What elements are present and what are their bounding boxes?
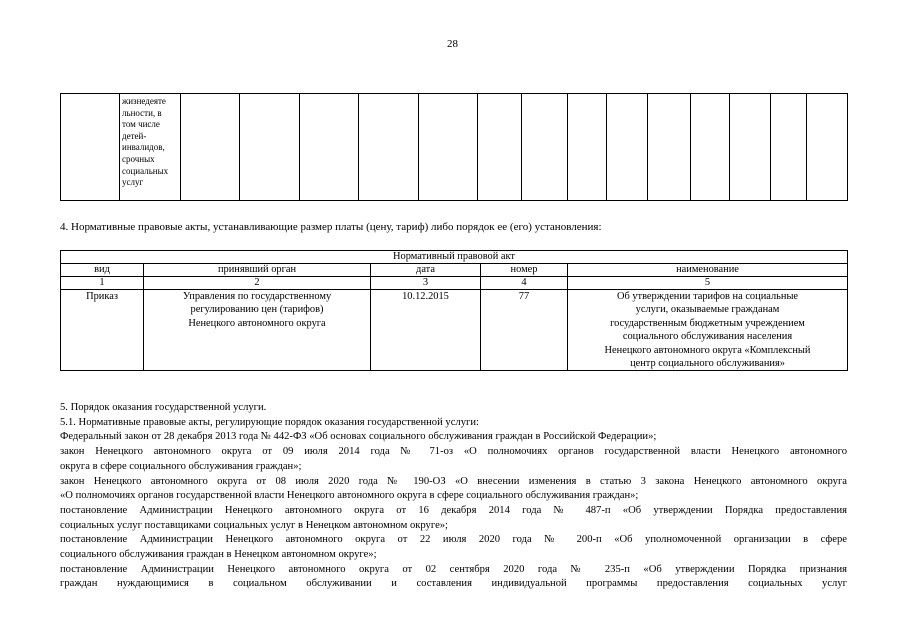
section-5-1-heading: 5.1. Нормативные правовые акты, регулирующие порядок оказания государственной услуги: — [60, 416, 479, 428]
grid-cell — [568, 94, 607, 201]
paragraph-line: «О полномочиях органов государственной власти Ненецкого автономного округа в сфере социального обслуживания граждан»; — [60, 490, 639, 502]
act-title-line: Ненецкого автономного округа «Комплексный — [604, 344, 811, 356]
grid-cell — [181, 94, 240, 201]
column-header-authority: принявший орган — [144, 264, 371, 277]
act-title-line: социального обслуживания населения — [622, 331, 793, 343]
grid-cell — [607, 94, 648, 201]
paragraph-line: граждан нуждающимися в социальном обслуживании и составления индивидуальной программы предоставления социальных услуг — [60, 578, 847, 590]
section-5-text — [60, 401, 847, 592]
act-title-line: государственным бюджетным учреждением — [610, 317, 805, 329]
act-title-line: услуги, оказываемые гражданам — [635, 304, 780, 316]
column-number: 5 — [568, 277, 848, 290]
act-date: 10.12.2015 — [371, 290, 481, 371]
section-5-heading: 5. Порядок оказания государственной услуги. — [60, 402, 267, 413]
column-number: 3 — [371, 277, 481, 290]
act-title-line: Об утверждении тарифов на социальные — [616, 291, 799, 302]
service-name-line: том числе — [122, 119, 160, 130]
column-number: 4 — [481, 277, 568, 290]
grid-cell — [648, 94, 691, 201]
service-name-line: детей- — [122, 130, 147, 141]
table-row — [61, 290, 848, 371]
column-header-number: номер — [481, 264, 568, 277]
service-name-line: услуг — [122, 177, 144, 188]
act-title — [568, 290, 848, 371]
grid-cell — [730, 94, 771, 201]
grid-cell — [478, 94, 522, 201]
grid-cell — [359, 94, 419, 201]
services-grid-table-fragment — [60, 93, 848, 201]
paragraph-line: закон Ненецкого автономного округа от 09 июля 2014 года № 71-оз «О полномочиях органов государственной власти Ненецкого автономного — [60, 446, 847, 458]
paragraph-line: социального обслуживания граждан в Ненецком автономном округе»; — [60, 549, 377, 561]
paragraph-line: постановление Администрации Ненецкого автономного округа от 22 июля 2020 года № 200-п «Об уполномоченной организации в сфере — [60, 534, 847, 546]
act-title-line: центр социального обслуживания» — [630, 358, 785, 370]
grid-cell — [61, 94, 120, 201]
service-name-cell — [120, 94, 181, 201]
paragraph-line: постановление Администрации Ненецкого автономного округа от 02 сентября 2020 года № 235-п «Об утверждении Порядка признания — [60, 563, 847, 575]
grid-cell — [419, 94, 478, 201]
paragraph-line: округа в сфере социального обслуживания граждан»; — [60, 460, 302, 472]
grid-cell — [771, 94, 807, 201]
column-number: 2 — [144, 277, 371, 290]
column-header-kind: вид — [61, 264, 144, 277]
paragraph-line: закон Ненецкого автономного округа от 08 июля 2020 года № 190-ОЗ «О внесении изменения в статью 3 закона Ненецкого автономного округа — [60, 475, 847, 487]
grid-cell — [691, 94, 730, 201]
grid-cell — [807, 94, 848, 201]
act-authority-line: Ненецкого автономного округа — [188, 317, 326, 329]
act-number: 77 — [481, 290, 568, 371]
acts-group-header: Нормативный правовой акт — [61, 251, 848, 264]
column-header-date: дата — [371, 264, 481, 277]
section-4-heading: 4. Нормативные правовые акты, устанавливающие размер платы (цену, тариф) либо порядок ее (его) установления: — [60, 221, 602, 233]
normative-acts-table — [60, 250, 848, 371]
grid-cell — [240, 94, 300, 201]
grid-cell — [522, 94, 568, 201]
paragraph-line: социальных услуг поставщиками социальных услуг в Ненецком автономном округе»; — [60, 519, 449, 531]
column-header-title: наименование — [568, 264, 848, 277]
page-number: 28 — [447, 38, 458, 50]
service-name-line: социальных — [122, 165, 169, 176]
grid-cell — [300, 94, 359, 201]
act-authority — [144, 290, 371, 371]
act-authority-line: Управления по государственному — [182, 291, 332, 302]
service-name-line: льности, в — [122, 107, 162, 118]
service-name-line: жизнедеяте — [122, 96, 166, 106]
column-number: 1 — [61, 277, 144, 290]
paragraph-line: постановление Администрации Ненецкого автономного округа от 16 декабря 2014 года № 487-п «Об утверждении Порядка предоставления — [60, 504, 847, 516]
act-authority-line: регулированию цен (тарифов) — [190, 304, 324, 316]
paragraph-line: Федеральный закон от 28 декабря 2013 года № 442-ФЗ «Об основах социального обслуживания граждан в Российской Федерации»; — [60, 431, 657, 443]
act-kind: Приказ — [61, 290, 144, 371]
service-name-line: инвалидов, — [122, 142, 165, 153]
service-name-line: срочных — [122, 153, 155, 164]
